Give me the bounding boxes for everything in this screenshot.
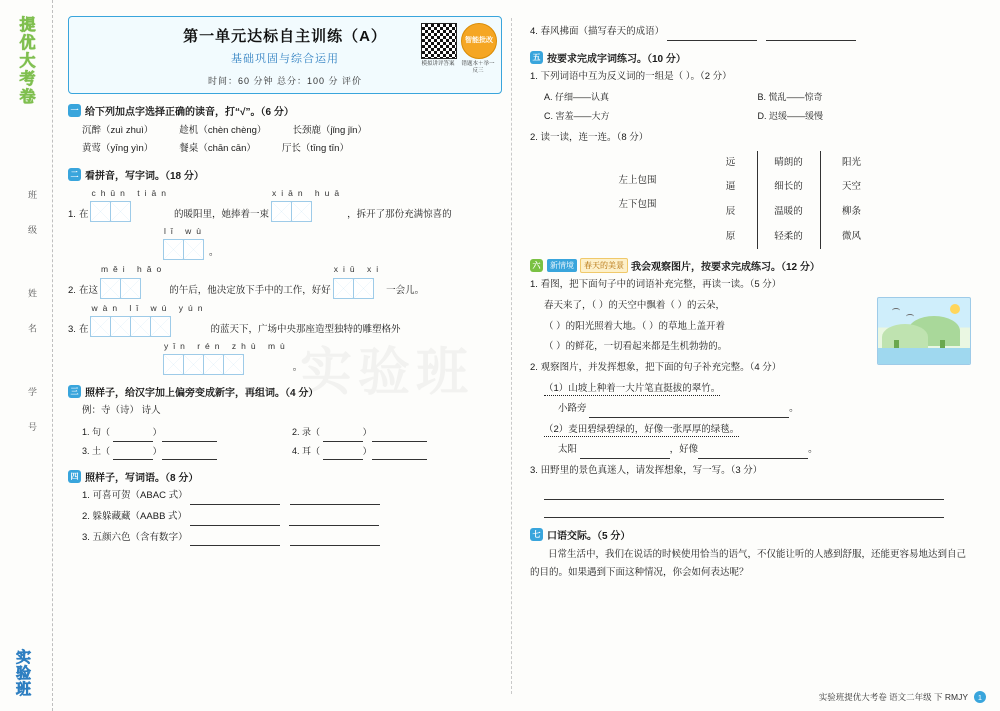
river-shape: [878, 348, 970, 364]
matching-col-3[interactable]: 阳光 天空 柳条 微风: [820, 151, 883, 250]
tianzige-group[interactable]: chūn tiān: [91, 186, 171, 222]
add-radical-item[interactable]: 3. 土（ ）: [82, 442, 292, 461]
section-5-number: 五: [530, 51, 543, 64]
page-subtitle: 基础巩固与综合运用: [231, 53, 339, 65]
fill-blank-line[interactable]: （ ）的阳光照着大地。（ ）的草地上盖开着: [544, 320, 726, 332]
section-6-q3: 3. 田野里的景色真迷人，请发挥想象，写一写。（3 分）: [530, 465, 763, 477]
sentence-model-b: （2）麦田碧绿碧绿的，好像一张厚厚的绿毯。: [544, 423, 740, 435]
pinyin-choice-row: [82, 140, 502, 158]
new-context-tag: 新情境: [547, 259, 577, 272]
section-4-number: 四: [68, 470, 81, 483]
section-4-title: 照样子，写词语。（8 分）: [85, 473, 199, 485]
pinyin-item: 趁机（chèn chèng）: [179, 125, 267, 136]
tianzige-group[interactable]: xiān huā: [272, 186, 344, 222]
spine-title: 提优大考卷: [17, 16, 34, 106]
section-5-heading: [530, 50, 971, 65]
exam-header: [68, 16, 502, 94]
page-number: 1: [974, 691, 986, 703]
spine-student-fields: 班级 姓名 学号: [27, 190, 37, 458]
spring-scene-picture: [877, 297, 971, 365]
tianzige-group[interactable]: yǐn rén zhù mù: [164, 339, 290, 375]
smart-grading-caption: 错题本＋举一反三: [461, 61, 495, 74]
section-5-q1: 1. 下列词语中互为反义词的一组是（ ）。（2 分）: [530, 70, 732, 82]
section-6-heading: [530, 258, 971, 273]
matching-labels: 左上包围 左下包围: [618, 174, 657, 211]
sentence-answer-a[interactable]: 小路旁 。: [544, 401, 971, 418]
write-char-item: 3. 在 wàn lǐ wú yún 的蓝天下，广场中央那座造型独特的雕塑格外: [68, 301, 502, 337]
pinyin-item: 黄莺（yīng yìn）: [82, 143, 154, 155]
section-1-heading: [68, 103, 502, 118]
page-footer: [819, 691, 986, 703]
tianzige-group[interactable]: lǐ wù: [164, 224, 206, 260]
smart-grading-seal: 智能批改: [461, 23, 497, 59]
section-6-q1: 1. 看图，把下面句子中的词语补充完整，再读一读。（5 分）: [530, 279, 782, 291]
write-char-item: 2. 在这 měi hǎo 的午后，他决定放下手中的工作，好好 xiū xi 一会儿。: [68, 262, 502, 298]
item-number: 3.: [68, 323, 76, 335]
option-b[interactable]: B. 慌乱——惊奇: [757, 92, 823, 103]
section-5-title: 按要求完成字词练习。（10 分）: [547, 53, 686, 65]
section-2-heading: [68, 167, 502, 182]
pinyin-item: 餐桌（chān cān）: [179, 143, 256, 155]
section-3-heading: [68, 384, 502, 399]
sentence-model-a: （1）山坡上种着一大片笔直挺拔的翠竹。: [544, 382, 721, 394]
smart-grading-block: [461, 23, 495, 75]
sun-icon: [950, 304, 960, 314]
add-radical-item[interactable]: 4. 耳（ ）: [292, 442, 502, 461]
word-pattern-item[interactable]: 2. 躲躲藏藏（AABB 式）: [82, 509, 502, 526]
section-2-number: 二: [68, 168, 81, 181]
tianzige-group[interactable]: wàn lǐ wú yún: [91, 301, 207, 337]
qr-code-block[interactable]: [421, 23, 455, 68]
section-3-number: 三: [68, 385, 81, 398]
section-5-q2: 2. 读一读，连一连。（8 分）: [530, 132, 649, 144]
section-6-number: 六: [530, 259, 543, 272]
section-7-heading: [530, 527, 971, 542]
exam-meta: 时间：60 分钟 总分：100 分 评价: [207, 76, 363, 86]
fill-blank-line[interactable]: （ ）的鲜花，一切看起来都是生机勃勃的。: [544, 341, 728, 353]
footer-text: 实验班提优大考卷 语文二年级 下 RMJY: [818, 692, 968, 702]
topic-tag: 春天的美景: [580, 258, 628, 273]
word-pattern-item[interactable]: 4. 春风拂面（描写春天的成语）: [530, 24, 971, 41]
fill-blank-line[interactable]: 春天来了，（ ）的天空中飘着（ ）的云朵，: [544, 300, 726, 312]
section-7-body: 日常生活中，我们在说话的时候使用恰当的语气，不仅能让听的人感到舒服，还能更容易地达到自己的目的。如果遇到下面这种情况，你会如何表达呢？: [530, 548, 967, 578]
write-char-item-cont: lǐ wù 。: [68, 224, 502, 260]
bird-icon: [892, 308, 900, 313]
hill-shape: [882, 324, 928, 350]
qr-code-icon[interactable]: [421, 23, 457, 59]
tianzige-group[interactable]: xiū xi: [334, 262, 383, 298]
section-6-q2: 2. 观察图片，并发挥想象，把下面的句子补充完整。（4 分）: [530, 361, 782, 373]
write-char-item: 1. 在 chūn tiān 的暖阳里，她捧着一束 xiān huā ，拆开了那份充满惊喜的: [68, 186, 502, 222]
section-3-title: 照样子，给汉字加上偏旁变成新字，再组词。（4 分）: [85, 388, 319, 400]
section-7-number: 七: [530, 528, 543, 541]
tianzige-group[interactable]: měi hǎo: [101, 262, 166, 298]
section-1-title: 给下列加点字选择正确的读音，打“√”。（6 分）: [85, 107, 294, 118]
qr-caption: 模拟讲评答案: [421, 61, 455, 67]
section-7-title: 口语交际。（5 分）: [547, 530, 631, 542]
header-badges: [421, 23, 495, 75]
item-number: 2.: [68, 285, 76, 297]
word-pattern-item[interactable]: 1. 可喜可贺（ABAC 式）: [82, 488, 502, 505]
option-c[interactable]: C. 害羞——大方: [544, 111, 610, 122]
matching-col-2[interactable]: 晴朗的 细长的 温暖的 轻柔的: [774, 156, 803, 242]
page-spine: [0, 0, 53, 711]
section-2-title: 看拼音，写字词。（18 分）: [85, 171, 204, 183]
sentence-answer-b[interactable]: 太阳 ，好像 。: [544, 442, 971, 459]
section-1-number: 一: [68, 104, 81, 117]
write-char-item-cont: yǐn rén zhù mù 。: [68, 339, 502, 375]
pinyin-choice-row: [82, 122, 502, 140]
add-radical-item[interactable]: 2. 录（ ）: [292, 423, 502, 442]
word-pattern-item[interactable]: 3. 五颜六色（含有数字）: [82, 530, 502, 547]
matching-col-1[interactable]: 远 逼 辰 原: [705, 151, 758, 250]
spine-brand: 实验班: [14, 649, 31, 697]
item-number: 1.: [68, 209, 76, 221]
page-title: 第一单元达标自主训练（A）: [183, 28, 387, 45]
free-writing-lines[interactable]: [530, 483, 971, 518]
section-4-heading: [68, 469, 502, 484]
right-column: [520, 0, 985, 711]
section-3-example: 例：寺（诗） 诗人: [82, 405, 161, 417]
column-divider: [511, 18, 512, 694]
pinyin-item: 长颈鹿（jǐng jǐn）: [292, 125, 367, 136]
option-d[interactable]: D. 迟缓——缓慢: [757, 111, 824, 122]
pinyin-item: 厅长（tīng tīn）: [281, 143, 349, 155]
option-a[interactable]: A. 仔细——认真: [544, 92, 610, 103]
pinyin-item: 沉醉（zuì zhuì）: [82, 125, 154, 136]
matching-exercise[interactable]: [530, 151, 971, 250]
bird-icon: [906, 314, 914, 319]
section-6-title: 我会观察图片，按要求完成练习。（12 分）: [631, 262, 820, 274]
add-radical-item[interactable]: 1. 句（ ）: [82, 423, 292, 442]
left-column: [60, 0, 510, 711]
